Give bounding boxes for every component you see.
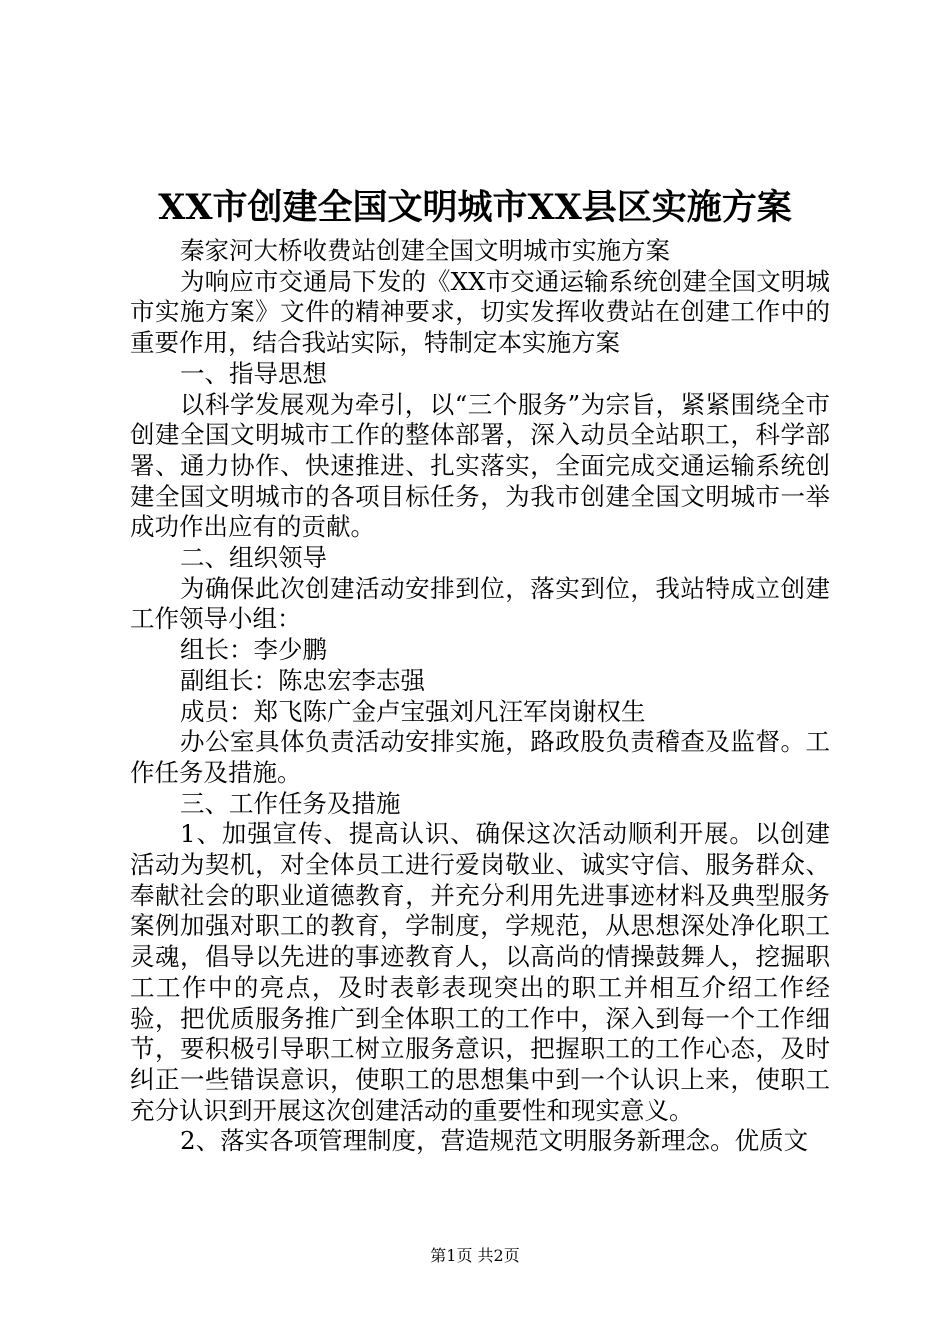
document-title: XX市创建全国文明城市XX县区实施方案 xyxy=(158,187,792,228)
guiding-thought-paragraph: 以科学发展观为牵引，以“三个服务”为宗旨，紧紧围绕全市创建全国文明城市工作的整体部署，深入动员全站职工，科学部署、通力协作、快速推进、扎实落实，全面完成交通运输系统创建全国文明城市的各项目标任务，为我市创建全国文明城市一举成功作出应有的贡献。 xyxy=(130,389,830,542)
document-body xyxy=(130,236,830,1157)
section-heading-tasks: 三、工作任务及措施 xyxy=(180,788,401,818)
office-duty-paragraph: 办公室具体负责活动安排实施，路政股负责稽查及监督。工作任务及措施。 xyxy=(130,727,830,787)
deputy-leader-line: 副组长：陈忠宏李志强 xyxy=(180,665,425,695)
group-leader-line: 组长：李少鹏 xyxy=(180,635,327,665)
intro-paragraph: 为响应市交通局下发的《XX市交通运输系统创建全国文明城市实施方案》文件的精神要求，切实发挥收费站在创建工作中的重要作用，结合我站实际，特制定本实施方案 xyxy=(130,266,830,358)
task-1-paragraph: 1、加强宣传、提高认识、确保这次活动顺利开展。以创建活动为契机，对全体员工进行爱岗敬业、诚实守信、服务群众、奉献社会的职业道德教育，并充分利用先进事迹材料及典型服务案例加强对职工的教育，学制度，学规范，从思想深处净化职工灵魂，倡导以先进的事迹教育人，以高尚的情操鼓舞人，挖掘职工工作中的亮点，及时表彰表现突出的职工并相互介绍工作经验，把优质服务推广到全体职工的工作中，深入到每一个工作细节，要积极引导职工树立服务意识，把握职工的工作心态，及时纠正一些错误意识，使职工的思想集中到一个认识上来，使职工充分认识到开展这次创建活动的重要性和现实意义。 xyxy=(130,819,830,1125)
task-2-paragraph: 2、落实各项管理制度，营造规范文明服务新理念。优质文 xyxy=(180,1126,809,1156)
organization-paragraph: 为确保此次创建活动安排到位，落实到位，我站特成立创建工作领导小组： xyxy=(130,573,830,634)
section-heading-guiding-thought: 一、指导思想 xyxy=(180,358,327,388)
section-heading-organization: 二、组织领导 xyxy=(180,543,327,573)
page-footer: 第1页 共2页 xyxy=(430,1246,520,1265)
subtitle-paragraph: 秦家河大桥收费站创建全国文明城市实施方案 xyxy=(180,236,670,265)
members-line: 成员：郑飞陈广金卢宝强刘凡汪军岗谢权生 xyxy=(180,696,646,726)
